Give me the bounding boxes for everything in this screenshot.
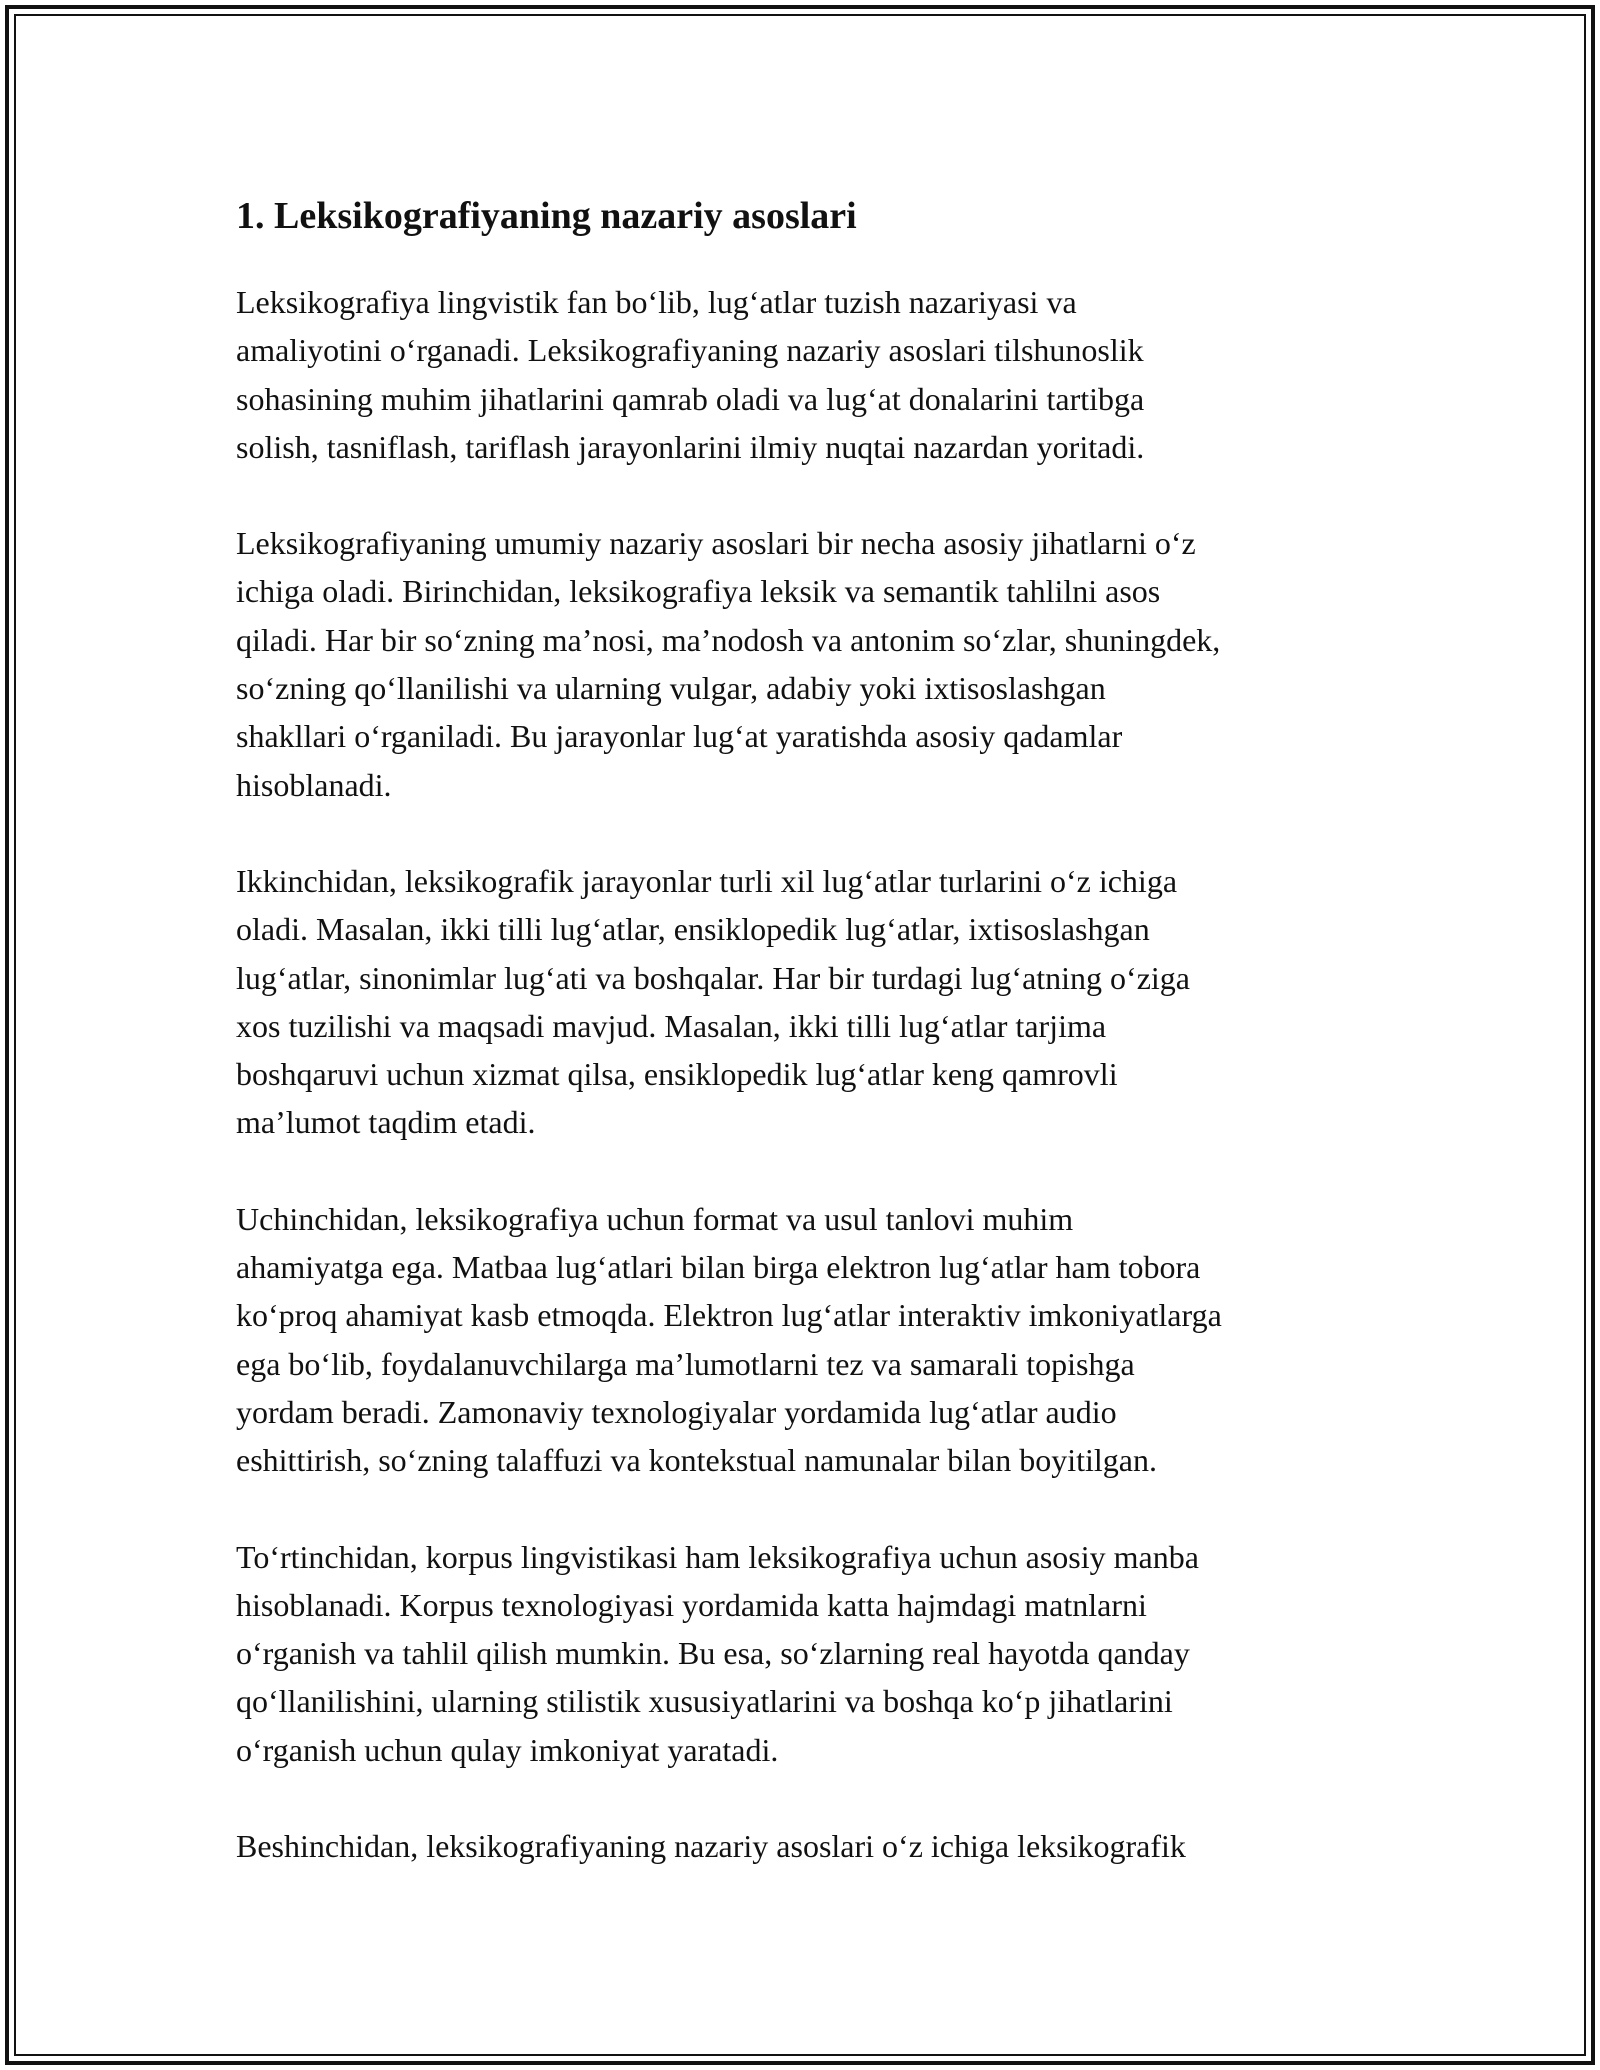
text-line: hisoblanadi. Korpus texnologiyasi yordamida katta hajmdagi matnlarni xyxy=(236,1586,1147,1623)
text-line: Beshinchidan, leksikografiyaning nazariy asoslari o‘z ichiga leksikografik xyxy=(236,1828,1186,1865)
text-line: solish, tasniflash, tariflash jarayonlarini ilmiy nuqtai nazardan yoritadi. xyxy=(236,428,1145,465)
text-line: oladi. Masalan, ikki tilli lug‘atlar, ensiklopedik lug‘atlar, ixtisoslashgan xyxy=(236,911,1150,948)
paragraph-3 xyxy=(236,857,1376,1147)
text-line: shakllari o‘rganiladi. Bu jarayonlar lug‘at yaratishda asosiy qadamlar xyxy=(236,718,1123,755)
text-line: lug‘atlar, sinonimlar lug‘ati va boshqalar. Har bir turdagi lug‘atning o‘ziga xyxy=(236,959,1190,996)
text-line: qiladi. Har bir so‘zning ma’nosi, ma’nodosh va antonim so‘zlar, shuningdek, xyxy=(236,621,1221,658)
paragraph-4 xyxy=(236,1195,1376,1485)
document-body xyxy=(236,184,1376,1918)
text-line: eshittirish, so‘zning talaffuzi va kontekstual namunalar bilan boyitilgan. xyxy=(236,1442,1157,1479)
text-line: amaliyotini o‘rganadi. Leksikografiyaning nazariy asoslari tilshunoslik xyxy=(236,332,1144,369)
text-line: hisoblanadi. xyxy=(236,766,392,803)
text-line: Leksikografiya lingvistik fan bo‘lib, lug‘atlar tuzish nazariyasi va xyxy=(236,284,1077,320)
text-line: ahamiyatga ega. Matbaa lug‘atlari bilan birga elektron lug‘atlar ham tobora xyxy=(236,1249,1201,1286)
text-line: sohasining muhim jihatlarini qamrab oladi va lug‘at donalarini tartibga xyxy=(236,380,1145,417)
text-line: yordam beradi. Zamonaviy texnologiyalar yordamida lug‘atlar audio xyxy=(236,1393,1117,1430)
text-line: boshqaruvi uchun xizmat qilsa, ensiklopedik lug‘atlar keng qamrovli xyxy=(236,1056,1118,1093)
section-heading: 1. Leksikografiyaning nazariy asoslari xyxy=(236,195,857,237)
paragraph-2 xyxy=(236,519,1376,809)
text-line: Ikkinchidan, leksikografik jarayonlar turli xil lug‘atlar turlarini o‘z ichiga xyxy=(236,862,1178,899)
text-line: so‘zning qo‘llanilishi va ularning vulgar, adabiy yoki ixtisoslashgan xyxy=(236,670,1106,707)
text-line: o‘rganish va tahlil qilish mumkin. Bu esa, so‘zlarning real hayotda qanday xyxy=(236,1635,1190,1672)
text-line: ko‘proq ahamiyat kasb etmoqda. Elektron lug‘atlar interaktiv imkoniyatlarga xyxy=(236,1297,1222,1334)
paragraph-1 xyxy=(236,278,1376,471)
text-line: ma’lumot taqdim etadi. xyxy=(236,1104,536,1141)
text-line: qo‘llanilishini, ularning stilistik xususiyatlarini va boshqa ko‘p jihatlarini xyxy=(236,1683,1173,1720)
text-line: Leksikografiyaning umumiy nazariy asoslari bir necha asosiy jihatlarni o‘z xyxy=(236,525,1196,562)
text-line: o‘rganish uchun qulay imkoniyat yaratadi. xyxy=(236,1731,779,1768)
text-line: ichiga oladi. Birinchidan, leksikografiya leksik va semantik tahlilni asos xyxy=(236,573,1161,610)
text-line: xos tuzilishi va maqsadi mavjud. Masalan, ikki tilli lug‘atlar tarjima xyxy=(236,1007,1107,1044)
paragraph-5 xyxy=(236,1533,1376,1774)
text-line: To‘rtinchidan, korpus lingvistikasi ham leksikografiya uchun asosiy manba xyxy=(236,1538,1199,1575)
paragraph-6 xyxy=(236,1822,1376,1870)
text-line: ega bo‘lib, foydalanuvchilarga ma’lumotlarni tez va samarali topishga xyxy=(236,1345,1135,1382)
text-line: Uchinchidan, leksikografiya uchun format va usul tanlovi muhim xyxy=(236,1200,1074,1237)
